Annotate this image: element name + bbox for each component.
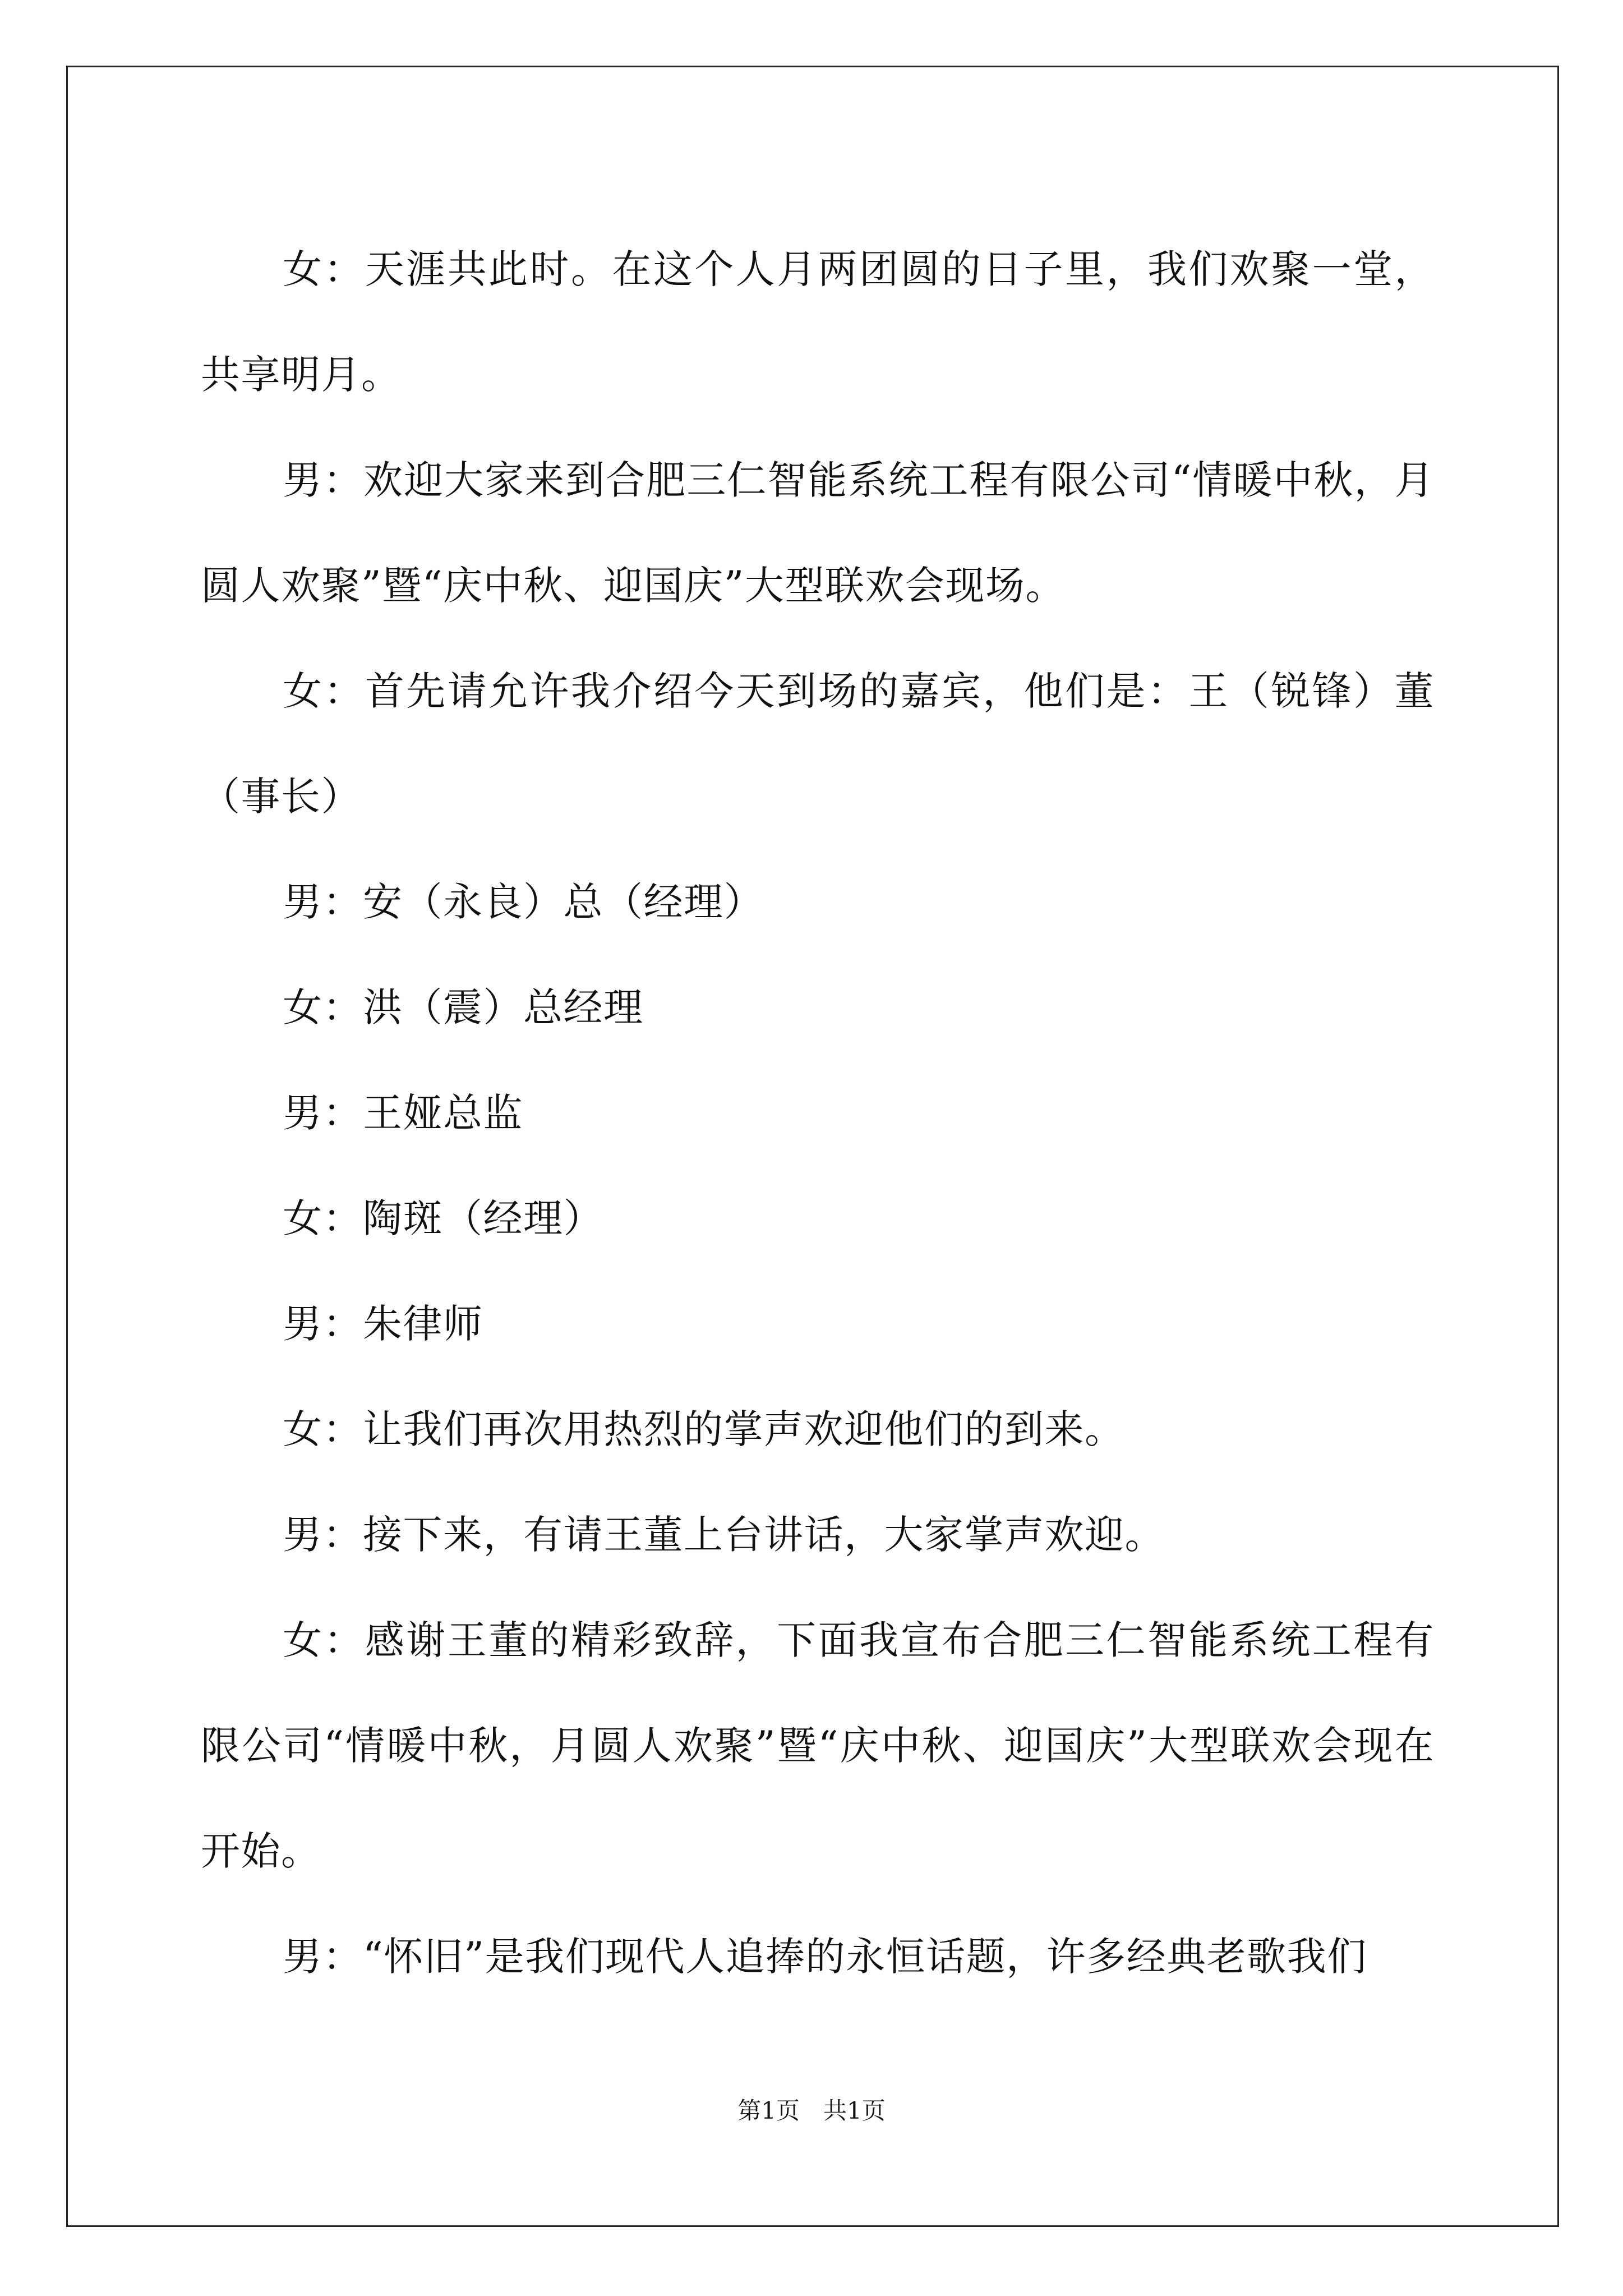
paragraph-2: 男：欢迎大家来到合肥三仁智能系统工程有限公司“情暖中秋，月圆人欢聚”暨“庆中秋、迎国庆”大型联欢会现场。	[201, 457, 1435, 609]
page-footer: 第1页 共1页	[737, 2097, 886, 2124]
paragraph-7: 女：陶斑（经理）	[283, 1195, 603, 1241]
paragraph-6: 男：王娅总监	[283, 1090, 523, 1136]
paragraph-8: 男：朱律师	[283, 1301, 483, 1347]
paragraph-9: 女：让我们再次用热烈的掌声欢迎他们的到来。	[283, 1406, 1125, 1452]
paragraph-3: 女：首先请允许我介绍今天到场的嘉宾，他们是：王（锐锋）董（事长）	[201, 668, 1435, 820]
paragraph-11: 女：感谢王董的精彩致辞，下面我宣布合肥三仁智能系统工程有限公司“情暖中秋，月圆人欢聚”暨“庆中秋、迎国庆”大型联欢会现在开始。	[201, 1617, 1435, 1874]
paragraph-1: 女：天涯共此时。在这个人月两团圆的日子里，我们欢聚一堂，共享明月。	[201, 246, 1435, 398]
paragraph-4: 男：安（永良）总（经理）	[283, 879, 764, 925]
paragraph-5: 女：洪（震）总经理	[283, 984, 644, 1030]
paragraph-12: 男：“怀旧”是我们现代人追捧的永恒话题，许多经典老歌我们	[283, 1934, 1367, 1980]
document-body	[201, 217, 1435, 2009]
paragraph-10: 男：接下来，有请王董上台讲话，大家掌声欢迎。	[283, 1512, 1165, 1558]
